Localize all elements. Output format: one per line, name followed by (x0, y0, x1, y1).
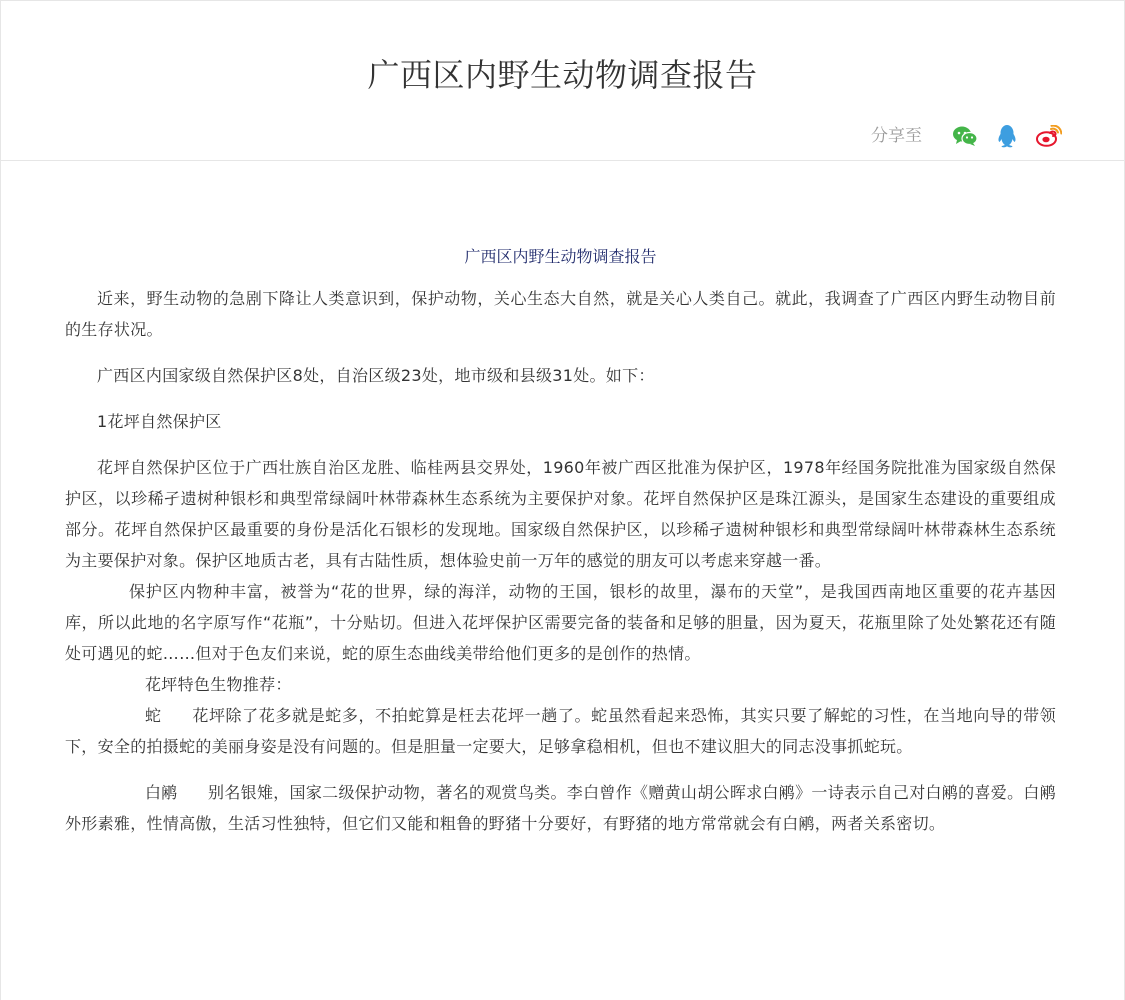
species-name-silver-pheasant: 白鹇 (145, 783, 178, 802)
species-item-silver-pheasant (65, 777, 1056, 839)
species-name-snake: 蛇 (145, 706, 162, 725)
paragraph-huaping-overview: 花坪自然保护区位于广西壮族自治区龙胜、临桂两县交界处，1960年被广西区批准为保护区，1978年经国务院批准为国家级自然保护区，以珍稀孑遗树种银杉和典型常绿阔叶林带森林生态系统为主要保护对象。花坪自然保护区是珠江源头，是国家生态建设的重要组成部分。花坪自然保护区最重要的身份是活化石银杉的发现地。国家级自然保护区，以珍稀孑遗树种银杉和典型常绿阔叶林带森林生态系统为主要保护对象。保护区地质古老，具有古陆性质，想体验史前一万年的感觉的朋友可以考虑来穿越一番。 (65, 458, 1056, 570)
species-desc-snake: 花坪除了花多就是蛇多，不拍蛇算是枉去花坪一趟了。蛇虽然看起来恐怖，其实只要了解蛇的习性，在当地向导的带领下，安全的拍摄蛇的美丽身姿是没有问题的。但是胆量一定要大，足够拿稳相机，但也不建议胆大的同志没事抓蛇玩。 (65, 706, 1056, 756)
weibo-icon[interactable] (1036, 123, 1062, 149)
species-desc-silver-pheasant: 别名银雉，国家二级保护动物，著名的观赏鸟类。李白曾作《赠黄山胡公晖求白鹇》一诗表示自己对白鹇的喜爱。白鹇外形素雅，性情高傲，生活习性独特，但它们又能和粗鲁的野猪十分要好，有野猪的地方常常就会有白鹇，两者关系密切。 (65, 783, 1056, 833)
recommend-heading: 花坪特色生物推荐： (145, 675, 292, 694)
article-body (65, 241, 1056, 854)
share-bar (871, 123, 1062, 149)
page-title: 广西区内野生动物调查报告 (367, 56, 758, 94)
paragraph-intro: 近来，野生动物的急剧下降让人类意识到，保护动物，关心生态大自然，就是关心人类自己。就此，我调查了广西区内野生动物目前的生存状况。 (65, 289, 1056, 339)
article-header (1, 1, 1124, 161)
share-label: 分享至 (871, 126, 922, 146)
species-item-snake (65, 700, 1056, 762)
qq-icon[interactable] (994, 123, 1020, 149)
paragraph-reserve-count: 广西区内国家级自然保护区8处，自治区级23处，地市级和县级31处。如下： (97, 366, 655, 385)
section-heading-huaping: 1花坪自然保护区 (97, 412, 222, 431)
wechat-icon[interactable] (952, 123, 978, 149)
paragraph-huaping-species: 保护区内物种丰富，被誉为“花的世界，绿的海洋，动物的王国，银杉的故里，瀑布的天堂”，是我国西南地区重要的花卉基因库，所以此地的名字原写作“花瓶”，十分贴切。但进入花坪保护区需要完备的装备和足够的胆量，因为夏天，花瓶里除了处处繁花还有随处可遇见的蛇……但对于色友们来说，蛇的原生态曲线美带给他们更多的是创作的热情。 (65, 582, 1056, 663)
article-heading: 广西区内野生动物调查报告 (464, 247, 657, 266)
